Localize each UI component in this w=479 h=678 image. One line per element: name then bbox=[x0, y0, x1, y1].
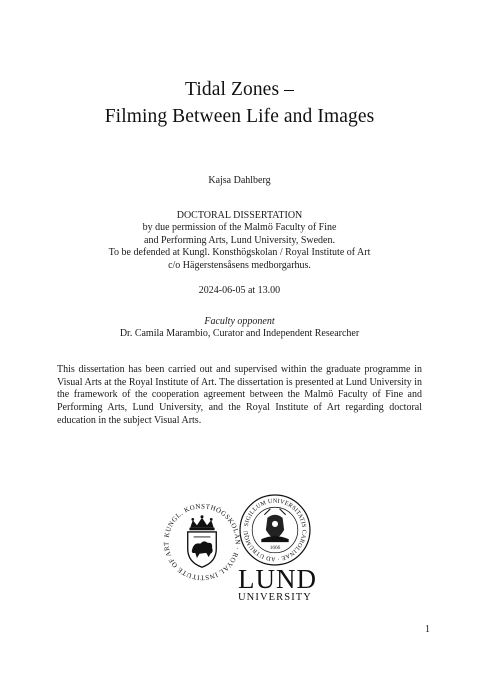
opponent-label: Faculty opponent bbox=[204, 316, 275, 327]
dissertation-block bbox=[0, 210, 479, 272]
opponent-name: Dr. Camila Marambio, Curator and Independent Researcher bbox=[119, 328, 360, 339]
dissertation-line: and Performing Arts, Lund University, Sweden. bbox=[144, 234, 335, 246]
statement-text: This dissertation has been carried out and supervised within the graduate programme in Visual Arts at the Royal Institute of Art. The dissertation is presented at Lund University in the framework of the cooperation agreement between the Malmö Faculty of Fine and Performing Arts, Lund University, and the Royal Institute of Art regarding doctoral education in the subject Visual Arts. bbox=[57, 364, 422, 426]
lund-wordmark: LUND bbox=[238, 564, 317, 594]
statement-paragraph bbox=[57, 364, 422, 428]
dissertation-line: by due permission of the Malmö Faculty of Fine bbox=[142, 222, 337, 234]
lund-university-subtitle: UNIVERSITY bbox=[238, 592, 312, 603]
lund-seal-year: 1666 bbox=[269, 545, 281, 551]
title-line-2: Filming Between Life and Images bbox=[104, 106, 375, 127]
svg-text:KUNGL. KONSTHÖGSKOLAN · ROYAL bbox=[160, 500, 241, 581]
lund-university-seal-icon bbox=[237, 492, 313, 568]
kkh-seal-text: KUNGL. KONSTHÖGSKOLAN · ROYAL INSTITUTE OF ART bbox=[163, 503, 241, 581]
dissertation-line: To be defended at Kungl. Konsthögskolan / Royal Institute of Art bbox=[108, 247, 371, 259]
dissertation-heading: DOCTORAL DISSERTATION bbox=[176, 210, 303, 221]
author-name: Kajsa Dahlberg bbox=[208, 175, 271, 186]
defense-date: 2024-06-05 at 13.00 bbox=[198, 285, 281, 296]
royal-institute-of-art-seal-icon bbox=[160, 500, 244, 584]
dissertation-line: c/o Hägerstensåsens medborgarhus. bbox=[168, 259, 311, 271]
page-number: 1 bbox=[425, 624, 430, 635]
lund-seal-text: SIGILLUM UNIVERSITATIS CAROLINAE · AD UTRUMQU bbox=[243, 498, 307, 562]
title-line-1: Tidal Zones – bbox=[185, 79, 294, 100]
